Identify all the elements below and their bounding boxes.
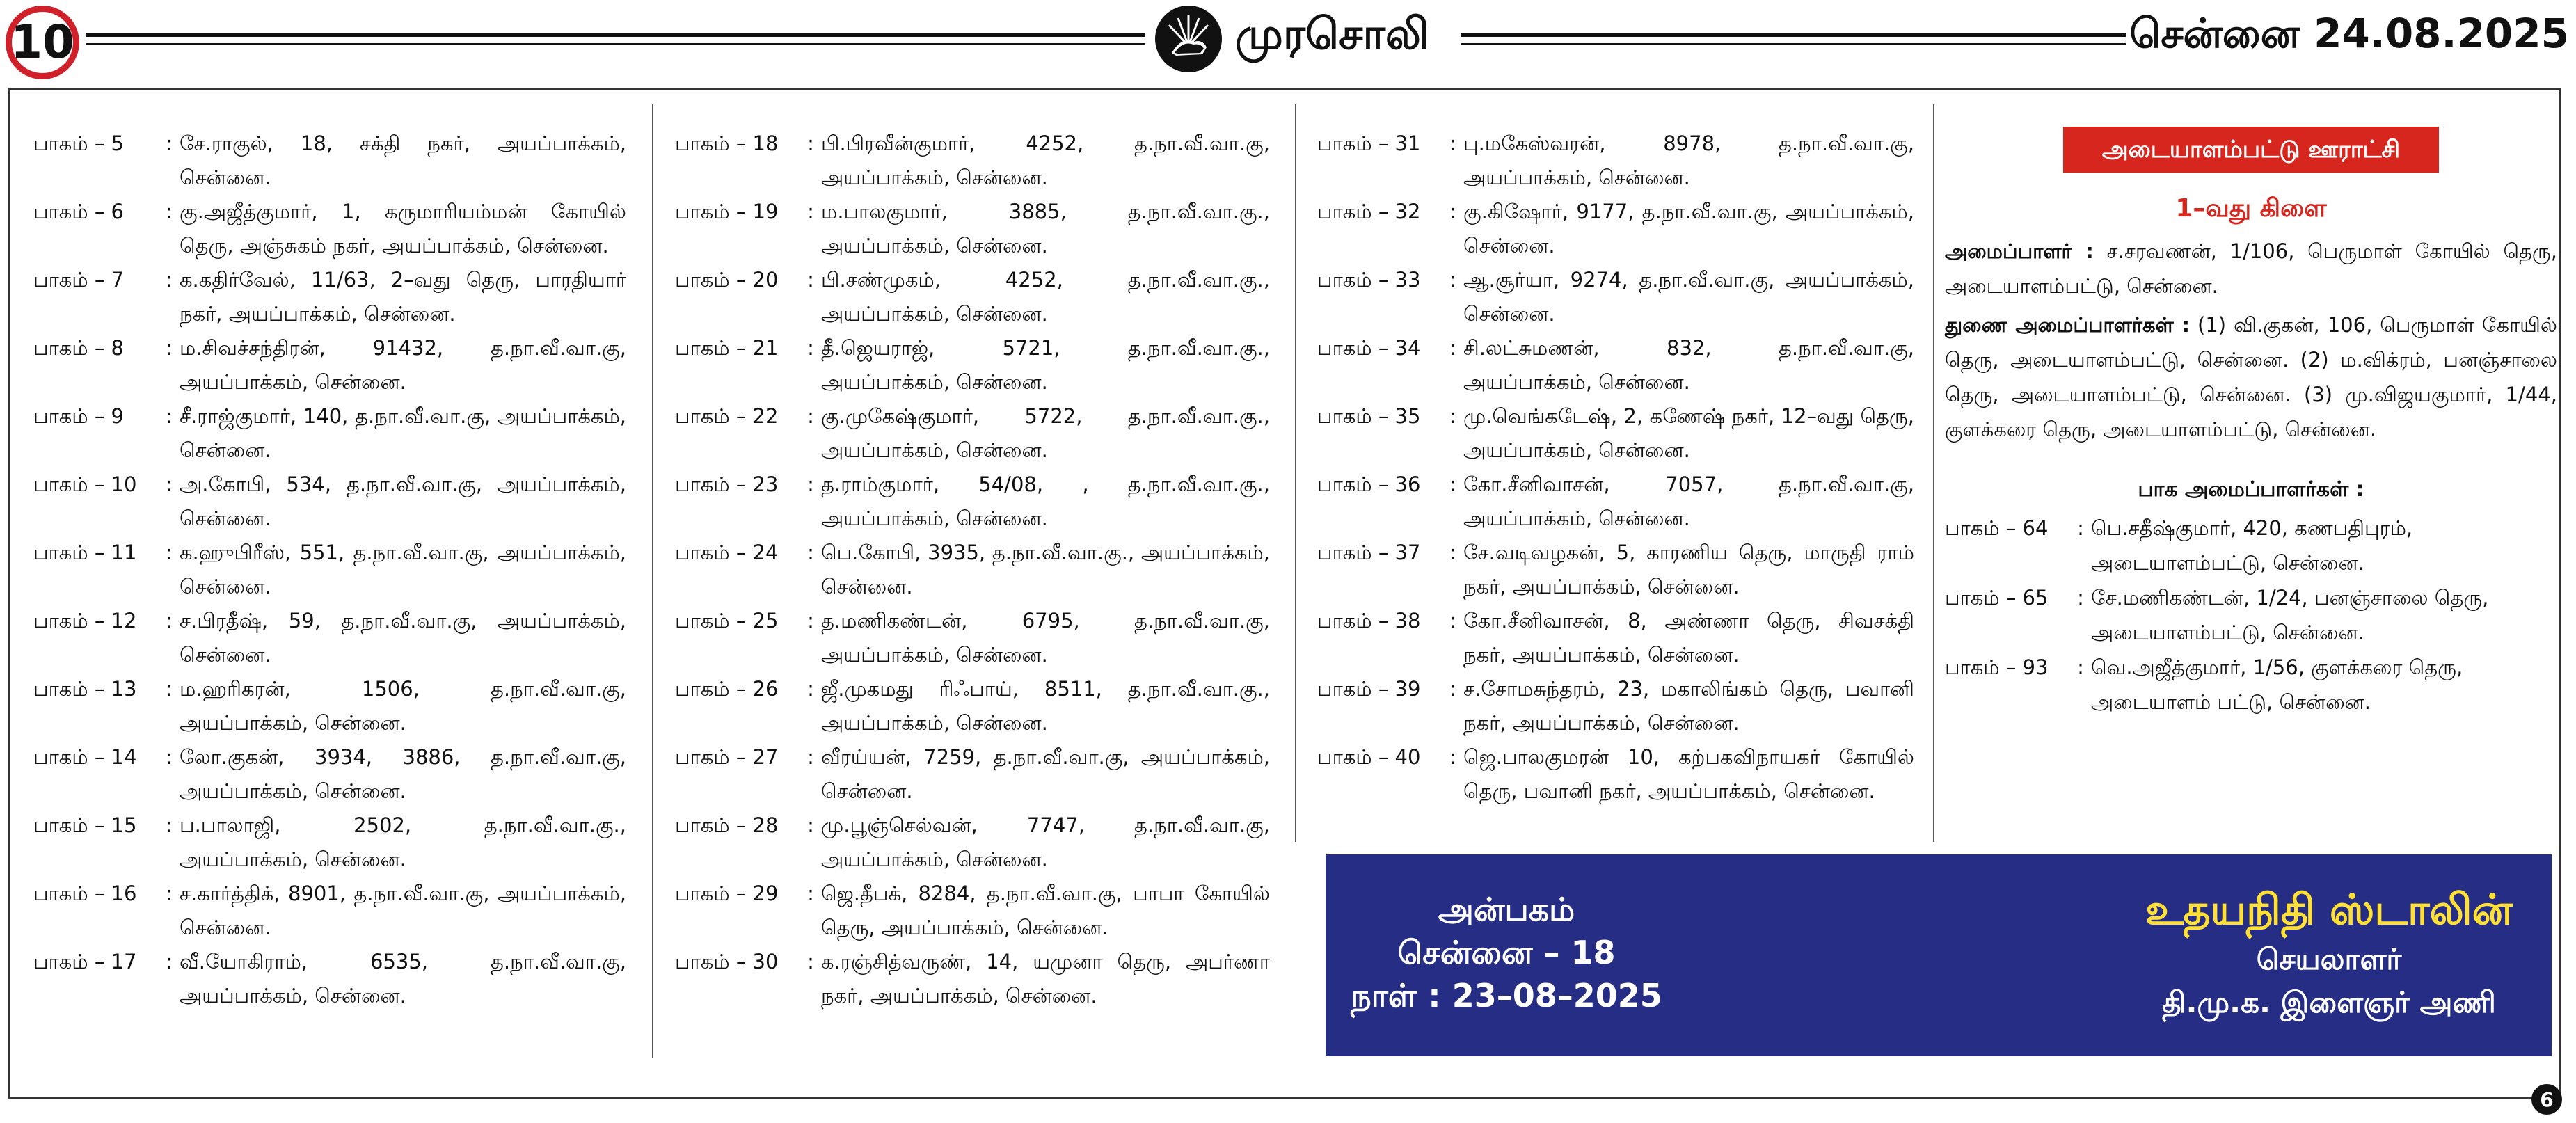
colon-separator: :	[2077, 586, 2084, 610]
ward-text: கோ.சீனிவாசன், 7057, த.நா.வீ.வா.கு, அயப்பாக்கம், சென்னை.	[1463, 472, 1914, 530]
ward-label: பாகம் – 18	[675, 132, 779, 155]
column-3	[1317, 127, 1914, 809]
ward-entry	[33, 331, 626, 399]
colon-separator: :	[166, 200, 173, 223]
organizer-label: அமைப்பாளர் :	[1945, 239, 2094, 263]
colon-separator: :	[807, 132, 814, 155]
colon-separator: :	[1449, 745, 1456, 769]
ward-text: கு.முகேஷ்குமார், 5722, த.நா.வீ.வா.கு., அயப்பாக்கம், சென்னை.	[821, 404, 1270, 462]
colon-separator: :	[1449, 336, 1456, 360]
ward-text: சே.ராகுல், 18, சக்தி நகர், அயப்பாக்கம், சென்னை.	[180, 132, 626, 189]
ward-entry	[675, 740, 1270, 809]
ward-label: பாகம் – 11	[33, 541, 137, 564]
deputy-label: துணை அமைப்பாளர்கள் :	[1945, 313, 2191, 337]
ward-label: பாகம் – 24	[675, 541, 779, 564]
ward-text: ம.பாலகுமார், 3885, த.நா.வீ.வா.கு., அயப்பாக்கம், சென்னை.	[821, 200, 1270, 257]
colon-separator: :	[166, 677, 173, 701]
ward-text: க.ரஞ்சித்வருண், 14, யமுனா தெரு, அபர்ணா நகர், அயப்பாக்கம், சென்னை.	[821, 950, 1270, 1007]
ward-text: ம.ஹரிகரன், 1506, த.நா.வீ.வா.கு, அயப்பாக்கம், சென்னை.	[180, 677, 626, 735]
colon-separator: :	[2077, 655, 2084, 679]
ward-label: பாகம் – 16	[33, 882, 137, 905]
signature-place: அன்பகம்	[1438, 891, 1575, 928]
header-rule-left-thin	[86, 43, 1145, 45]
ward-label: பாகம் – 64	[1945, 516, 2049, 540]
ward-entry	[1317, 263, 1914, 331]
corner-number-badge: 6	[2531, 1084, 2562, 1115]
ward-text: கு.அஜீத்குமார், 1, கருமாரியம்மன் கோயில் தெரு, அஞ்சுகம் நகர், அயப்பாக்கம், சென்னை.	[180, 200, 626, 257]
ward-label: பாகம் – 23	[675, 472, 779, 496]
ward-text: ம.சிவச்சந்திரன், 91432, த.நா.வீ.வா.கு, அயப்பாக்கம், சென்னை.	[180, 336, 626, 394]
colon-separator: :	[807, 541, 814, 564]
ward-text: தீ.ஜெயராஜ், 5721, த.நா.வீ.வா.கு., அயப்பாக்கம், சென்னை.	[821, 336, 1270, 394]
ward-text: ஜெ.தீபக், 8284, த.நா.வீ.வா.கு, பாபா கோயில் தெரு, அயப்பாக்கம், சென்னை.	[821, 882, 1270, 939]
colon-separator: :	[1449, 541, 1456, 564]
ward-label: பாகம் – 33	[1317, 268, 1421, 292]
ward-label: பாகம் – 30	[675, 950, 779, 973]
ward-entry	[33, 468, 626, 536]
ward-label: பாகம் – 32	[1317, 200, 1421, 223]
colon-separator: :	[807, 200, 814, 223]
ward-entry	[1317, 127, 1914, 195]
ward-entry	[33, 672, 626, 740]
colon-separator: :	[166, 472, 173, 496]
colon-separator: :	[166, 745, 173, 769]
ward-text: ச.சோமசுந்தரம், 23, மகாலிங்கம் தெரு, பவானி நகர், அயப்பாக்கம், சென்னை.	[1463, 677, 1914, 735]
colon-separator: :	[1449, 472, 1456, 496]
ward-label: பாகம் – 40	[1317, 745, 1421, 769]
ward-entry	[1317, 536, 1914, 604]
ward-entry	[33, 399, 626, 468]
ward-label: பாகம் – 25	[675, 609, 779, 632]
colon-separator: :	[1449, 268, 1456, 292]
ward-text: சே.மணிகண்டன், 1/24, பனஞ்சாலை தெரு, அடையாளம்பட்டு, சென்னை.	[2091, 586, 2489, 644]
ward-label: பாகம் – 5	[33, 132, 125, 155]
right-panel	[1945, 127, 2557, 719]
colon-separator: :	[1449, 677, 1456, 701]
ward-label: பாகம் – 20	[675, 268, 779, 292]
ward-text: க.கதிர்வேல், 11/63, 2–வது தெரு, பாரதியார் நகர், அயப்பாக்கம், சென்னை.	[180, 268, 626, 326]
ward-text: மு.பூஞ்செல்வன், 7747, த.நா.வீ.வா.கு, அயப்பாக்கம், சென்னை.	[821, 813, 1270, 871]
page-number-badge	[6, 6, 79, 79]
ward-text: கு.கிஷோர், 9177, த.நா.வீ.வா.கு, அயப்பாக்கம், சென்னை.	[1463, 200, 1914, 257]
ward-entry	[33, 877, 626, 945]
ward-text: வீரய்யன், 7259, த.நா.வீ.வா.கு, அயப்பாக்கம், சென்னை.	[821, 745, 1270, 803]
ward-entry	[675, 672, 1270, 740]
ward-entry	[1317, 331, 1914, 399]
ward-label: பாகம் – 31	[1317, 132, 1421, 155]
ward-text: சி.லட்சுமணன், 832, த.நா.வீ.வா.கு, அயப்பாக்கம், சென்னை.	[1463, 336, 1914, 394]
colon-separator: :	[166, 950, 173, 973]
ward-entry	[33, 195, 626, 263]
deputy-paragraph	[1945, 308, 2557, 447]
colon-separator: :	[807, 813, 814, 837]
ward-text: த.மணிகண்டன், 6795, த.நா.வீ.வா.கு, அயப்பாக்கம், சென்னை.	[821, 609, 1270, 667]
ward-label: பாகம் – 38	[1317, 609, 1421, 632]
ward-entry	[1317, 740, 1914, 809]
signatory-name: உதயநிதி ஸ்டாலின்	[2145, 886, 2513, 934]
signature-place-date	[1326, 888, 1687, 1017]
column-divider-3	[1933, 104, 1934, 842]
header-rule-left	[86, 33, 1145, 37]
ward-entry	[1317, 399, 1914, 468]
ward-label: பாகம் – 37	[1317, 541, 1421, 564]
header-rule-right	[1461, 33, 2126, 37]
colon-separator: :	[1449, 609, 1456, 632]
colon-separator: :	[166, 404, 173, 428]
ward-label: பாகம் – 65	[1945, 586, 2049, 610]
masthead-title: முரசொலி	[1235, 8, 1429, 59]
ward-label: பாகம் – 12	[33, 609, 137, 632]
ward-label: பாகம் – 22	[675, 404, 779, 428]
colon-separator: :	[1449, 132, 1456, 155]
colon-separator: :	[166, 882, 173, 905]
organizer-paragraph	[1945, 234, 2557, 303]
ward-label: பாகம் – 36	[1317, 472, 1421, 496]
ward-entry	[675, 127, 1270, 195]
ward-entry	[675, 195, 1270, 263]
signature-city: சென்னை – 18	[1397, 934, 1616, 971]
rising-sun-bull-logo-icon	[1155, 6, 1222, 72]
ward-text: வீ.யோகிராம், 6535, த.நா.வீ.வா.கு, அயப்பாக்கம், சென்னை.	[180, 950, 626, 1007]
ward-label: பாகம் – 6	[33, 200, 125, 223]
ward-entry	[1317, 672, 1914, 740]
ward-entry	[33, 740, 626, 809]
ward-entry	[675, 331, 1270, 399]
dateline: சென்னை 24.08.2025	[2129, 10, 2569, 57]
ward-label: பாகம் – 29	[675, 882, 779, 905]
ward-text: அ.கோபி, 534, த.நா.வீ.வா.கு, அயப்பாக்கம், சென்னை.	[180, 472, 626, 530]
ward-label: பாகம் – 26	[675, 677, 779, 701]
colon-separator: :	[166, 132, 173, 155]
ward-entry	[33, 945, 626, 1013]
colon-separator: :	[166, 813, 173, 837]
signatory-role: செயலாளர்	[2256, 942, 2402, 976]
ward-entry	[675, 877, 1270, 945]
ward-label: பாகம் – 10	[33, 472, 137, 496]
ward-entry	[675, 604, 1270, 672]
colon-separator: :	[807, 404, 814, 428]
ward-label: பாகம் – 15	[33, 813, 137, 837]
signature-box	[1326, 854, 2552, 1056]
ward-label: பாகம் – 39	[1317, 677, 1421, 701]
ward-text: ஆ.சூர்யா, 9274, த.நா.வீ.வா.கு, அயப்பாக்கம், சென்னை.	[1463, 268, 1914, 326]
column-divider-1	[652, 104, 653, 1058]
ward-text: மு.வெங்கடேஷ், 2, கணேஷ் நகர், 12–வது தெரு, அயப்பாக்கம், சென்னை.	[1463, 404, 1914, 462]
ward-entry	[1317, 195, 1914, 263]
ward-entry	[675, 399, 1270, 468]
colon-separator: :	[807, 336, 814, 360]
colon-separator: :	[166, 268, 173, 292]
ward-text: சீ.ராஜ்குமார், 140, த.நா.வீ.வா.கு, அயப்பாக்கம், சென்னை.	[180, 404, 626, 462]
column-1	[33, 127, 626, 1013]
colon-separator: :	[2077, 516, 2084, 540]
colon-separator: :	[807, 609, 814, 632]
panel-ward-entry	[1945, 580, 2557, 650]
colon-separator: :	[807, 882, 814, 905]
ward-label: பாகம் – 27	[675, 745, 779, 769]
ward-entry	[1317, 604, 1914, 672]
ward-text: ஜீ.முகமது ரிஃபாய், 8511, த.நா.வீ.வா.கு., அயப்பாக்கம், சென்னை.	[821, 677, 1270, 735]
colon-separator: :	[807, 950, 814, 973]
ward-entry	[33, 536, 626, 604]
colon-separator: :	[1449, 404, 1456, 428]
panel-ward-entry	[1945, 650, 2557, 719]
ward-text: ச.பிரதீஷ், 59, த.நா.வீ.வா.கு, அயப்பாக்கம், சென்னை.	[180, 609, 626, 667]
ward-entry	[1317, 468, 1914, 536]
ward-entry	[675, 468, 1270, 536]
ward-text: பி.சண்முகம், 4252, த.நா.வீ.வா.கு., அயப்பாக்கம், சென்னை.	[821, 268, 1270, 326]
ward-entry	[33, 263, 626, 331]
signature-date: நாள் : 23–08–2025	[1351, 977, 1662, 1014]
signatory-org: தி.மு.க. இளைஞர் அணி	[2162, 985, 2496, 1019]
colon-separator: :	[1449, 200, 1456, 223]
ward-entry	[675, 263, 1270, 331]
ward-label: பாகம் – 93	[1945, 655, 2049, 679]
ward-entry	[675, 536, 1270, 604]
ward-label: பாகம் – 19	[675, 200, 779, 223]
ward-heading: பாக அமைப்பாளர்கள் :	[2138, 477, 2364, 502]
colon-separator: :	[166, 609, 173, 632]
ward-label: பாகம் – 8	[33, 336, 125, 360]
column-2	[675, 127, 1270, 1013]
ward-text: பெ.சதீஷ்குமார், 420, கணபதிபுரம், அடையாளம்பட்டு, சென்னை.	[2091, 516, 2413, 575]
ward-list	[1945, 511, 2557, 719]
organizer-text: ச.சரவணன், 1/106, பெருமாள் கோயில் தெரு, அடையாளம்பட்டு, சென்னை.	[1945, 239, 2557, 298]
page-number: 10	[10, 15, 74, 69]
ward-label: பாகம் – 9	[33, 404, 125, 428]
page-header	[0, 0, 2576, 78]
ward-entry	[33, 127, 626, 195]
colon-separator: :	[166, 541, 173, 564]
ward-label: பாகம் – 35	[1317, 404, 1421, 428]
column-divider-2	[1295, 104, 1296, 842]
signatory	[2106, 882, 2552, 1024]
colon-separator: :	[807, 677, 814, 701]
ward-text: சே.வடிவழகன், 5, காரணிய தெரு, மாருதி ராம் நகர், அயப்பாக்கம், சென்னை.	[1463, 541, 1914, 598]
colon-separator: :	[807, 745, 814, 769]
colon-separator: :	[807, 472, 814, 496]
ward-label: பாகம் – 13	[33, 677, 137, 701]
ward-label: பாகம் – 21	[675, 336, 779, 360]
ward-label: பாகம் – 28	[675, 813, 779, 837]
ward-entry	[33, 604, 626, 672]
ward-text: ச.கார்த்திக், 8901, த.நா.வீ.வா.கு, அயப்பாக்கம், சென்னை.	[180, 882, 626, 939]
ward-text: ப.பாலாஜி, 2502, த.நா.வீ.வா.கு., அயப்பாக்கம், சென்னை.	[180, 813, 626, 871]
ward-label: பாகம் – 34	[1317, 336, 1421, 360]
ward-text: பு.மகேஸ்வரன், 8978, த.நா.வீ.வா.கு, அயப்பாக்கம், சென்னை.	[1463, 132, 1914, 189]
panel-subtitle: 1–வது கிளை	[2175, 194, 2327, 223]
panel-title: அடையாளம்பட்டு ஊராட்சி	[2063, 127, 2439, 173]
ward-text: பி.பிரவீன்குமார், 4252, த.நா.வீ.வா.கு, அயப்பாக்கம், சென்னை.	[821, 132, 1270, 189]
ward-entry	[675, 809, 1270, 877]
panel-ward-entry	[1945, 511, 2557, 580]
ward-label: பாகம் – 7	[33, 268, 125, 292]
deputy-text: (1) வி.குகன், 106, பெருமாள் கோயில் தெரு, அடையாளம்பட்டு, சென்னை. (2) ம.விக்ரம், பனஞ்சாலை தெரு, அடையாளம்பட்டு, சென்னை. (3) மு.விஜயகுமார், 1/44, குளக்கரை தெரு, அடையாளம்பட்டு, சென்னை.	[1945, 313, 2557, 441]
ward-text: ஜெ.பாலகுமரன் 10, கற்பகவிநாயகர் கோயில் தெரு, பவானி நகர், அயப்பாக்கம், சென்னை.	[1463, 745, 1914, 803]
ward-label: பாகம் – 17	[33, 950, 137, 973]
colon-separator: :	[166, 336, 173, 360]
header-rule-right-thin	[1461, 43, 2126, 45]
ward-label: பாகம் – 14	[33, 745, 137, 769]
colon-separator: :	[807, 268, 814, 292]
ward-text: த.ராம்குமார், 54/08, , த.நா.வீ.வா.கு., அயப்பாக்கம், சென்னை.	[821, 472, 1270, 530]
ward-text: வெ.அஜீத்குமார், 1/56, குளக்கரை தெரு, அடையாளம் பட்டு, சென்னை.	[2091, 655, 2463, 714]
ward-entry	[675, 945, 1270, 1013]
ward-text: கோ.சீனிவாசன், 8, அண்ணா தெரு, சிவசக்தி நகர், அயப்பாக்கம், சென்னை.	[1463, 609, 1914, 667]
ward-text: க.ஹுபிரீஸ், 551, த.நா.வீ.வா.கு, அயப்பாக்கம், சென்னை.	[180, 541, 626, 598]
ward-entry	[33, 809, 626, 877]
ward-text: லோ.குகன், 3934, 3886, த.நா.வீ.வா.கு, அயப்பாக்கம், சென்னை.	[180, 745, 626, 803]
ward-text: பெ.கோபி, 3935, த.நா.வீ.வா.கு., அயப்பாக்கம், சென்னை.	[821, 541, 1270, 598]
